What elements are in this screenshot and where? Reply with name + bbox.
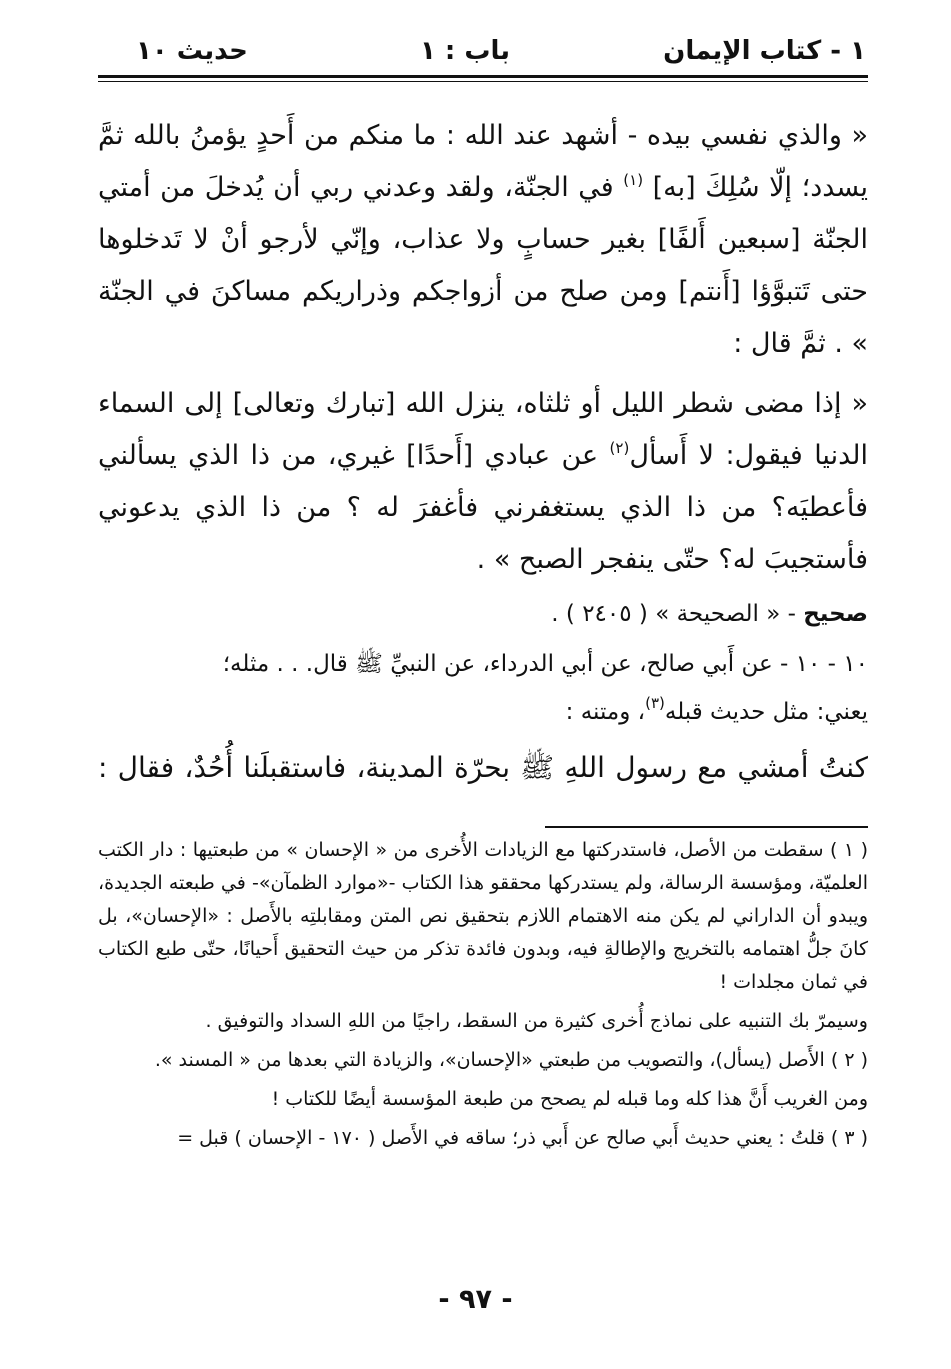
main-text xyxy=(98,110,868,796)
header-rule-thick xyxy=(98,75,868,78)
meaning-line: يعني: مثل حديث قبله$^{(٣)}$، ومتنه : xyxy=(565,694,868,725)
running-header xyxy=(98,28,866,74)
grading-label: صحيح xyxy=(803,601,868,627)
hadith-counter: حديث ١٠ xyxy=(136,36,248,66)
chapter-title: ١ - كتاب الإيمان xyxy=(663,36,866,66)
hadith-paragraph-2: « إذا مضى شطر الليل أو ثلثاه، ينزل الله [تبارك وتعالى] إلى السماء الدنيا فيقول: لا أَسأل$^{(٢)}$ عن عبادي [أَحدًا] غيري، من ذا الذي يسألني فأعطيَه؟ من ذا الذي يستغفرني فأغفرَ له ؟ من ذا الذي يدعوني فأستجيبَ له؟ حتّى ينفجر الصبح » . xyxy=(98,388,868,575)
footnote-1: ( ١ ) سقطت من الأصل، فاستدركتها مع الزيادات الأُخرى من « الإحسان » من طبعتيها : دار الكتب العلميّة، ومؤسسة الرسالة، ولم يستدركها محققو هذا الكتاب -«موارد الظمآن»- في طبعته الجديدة، ويبدو أن الداراني لم يكن منه الاهتمام اللازم بتحقيق نص المتن ومقابلتِه بالأَصل : «الإحسان»، بل كانَ جلُّ اهتمامه بالتخريج والإطالةِ فيه، وبدون فائدة تذكر من حيث التحقيق أَحيانًا، حتّى طبع الكتاب في ثمان مجلدات ! xyxy=(98,839,869,993)
footnote-3: ( ٣ ) قلتُ : يعني حديث أَبي صالح عن أَبي ذر؛ ساقه في الأَصل ( ١٧٠ - الإحسان ) قبل = xyxy=(177,1127,868,1149)
grading-line: صحيح - « الصحيحة » ( ٢٤٠٥ ) . xyxy=(551,601,868,627)
footnotes xyxy=(98,834,868,1161)
footnote-2: ( ٢ ) الأَصل (يسأل)، والتصويب من طبعتي «الإحسان»، والزيادة التي بعدها من « المسند ». xyxy=(154,1049,868,1071)
section-label: باب : ١ xyxy=(419,36,510,66)
hadith-10-heading: ١٠ - ١٠ - عن أَبي صالح، عن أبي الدرداء، عن النبيِّ ﷺ قال. . . مثله؛ xyxy=(222,651,868,677)
hadith-paragraph-1: « والذي نفسي بيده - أشهد عند الله : ما منكم من أَحدٍ يؤمنُ بالله ثمَّ يسدد؛ إلّا سُلِكَ [به] $^{(١)}$ في الجنّة، ولقد وعدني ربي أن يُدخلَ من أمتي الجنّة [سبعين أَلفًا] بغير حسابٍ ولا عذاب، وإنّي لأرجو أنْ لا تَدخلوها حتى تَتبوَّؤا [أَنتم] ومن صلح من أزواجكم وذراريكم مساكنَ في الجنّة » . ثمَّ قال : xyxy=(98,120,868,359)
footnote-separator xyxy=(545,826,868,828)
footnote-ref-2: (٢) xyxy=(609,439,630,457)
hadith-10-text: كنتُ أمشي مع رسول اللهِ ﷺ بحرّة المدينة، فاستقبلَنا أُحُدٌ، فقال : xyxy=(98,751,868,784)
header-rule-thin xyxy=(98,81,868,82)
footnote-2-continued: ومن الغريب أَنَّ هذا كله وما قبله لم يصحح من طبعة المؤسسة أيضًا للكتاب ! xyxy=(271,1088,868,1110)
footnote-ref-3: (٣) xyxy=(645,694,665,712)
footnote-1-continued: وسيمرّ بك التنبيه على نماذج أُخرى كثيرة من السقط، راجيًا من اللهِ السداد والتوفيق . xyxy=(205,1010,868,1032)
page-number: - ٩٧ - xyxy=(438,1284,513,1315)
footnote-ref-1: (١) xyxy=(623,171,644,189)
